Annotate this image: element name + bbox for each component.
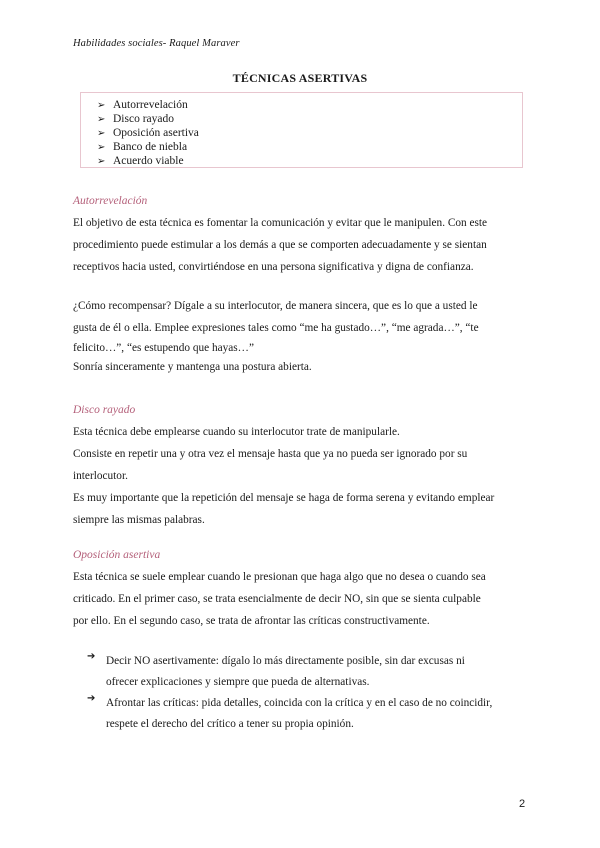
section-heading: Oposición asertiva bbox=[73, 549, 161, 561]
section-heading: Disco rayado bbox=[73, 404, 136, 416]
page-title: TÉCNICAS ASERTIVAS bbox=[232, 71, 368, 85]
arrowhead-bullet-icon: ➢ bbox=[97, 114, 106, 125]
arrowhead-bullet-icon: ➢ bbox=[97, 100, 106, 111]
toc-item-label: Autorrevelación bbox=[113, 99, 188, 111]
paragraph-line: ¿Cómo recompensar? Dígale a su interlocutor, de manera sincera, que es lo que a usted le bbox=[73, 300, 478, 312]
paragraph-line: El objetivo de esta técnica es fomentar la comunicación y evitar que le manipulen. Con este bbox=[73, 217, 488, 229]
paragraph-recompensar bbox=[73, 295, 533, 377]
list-item-line: ofrecer explicaciones y siempre que pueda de alternativas. bbox=[106, 676, 370, 688]
arrowhead-bullet-icon: ➢ bbox=[97, 128, 106, 139]
technique-index-box bbox=[80, 92, 523, 168]
paragraph-line: Consiste en repetir una y otra vez el mensaje hasta que ya no pueda ser ignorado por su bbox=[73, 448, 468, 460]
paragraph-line: Sonría sinceramente y mantenga una postura abierta. bbox=[73, 361, 312, 373]
list-item bbox=[73, 693, 533, 735]
toc-item bbox=[97, 154, 522, 168]
section-disco-rayado bbox=[73, 399, 533, 531]
paragraph-line: por ello. En el segundo caso, se trata de afrontar las críticas constructivamente. bbox=[73, 615, 430, 627]
list-item-line: respete el derecho del crítico a tener su propia opinión. bbox=[106, 718, 354, 730]
section-heading: Autorrevelación bbox=[73, 195, 148, 207]
paragraph-line: interlocutor. bbox=[73, 470, 128, 482]
section-autorrevelacion bbox=[73, 190, 533, 278]
paragraph-line: Es muy importante que la repetición del mensaje se haga de forma serena y evitando emplear bbox=[73, 492, 495, 504]
list-item bbox=[73, 651, 533, 693]
toc-item-label: Banco de niebla bbox=[113, 141, 188, 153]
paragraph-line: Esta técnica debe emplearse cuando su interlocutor trate de manipularle. bbox=[73, 426, 400, 438]
section-oposicion-asertiva bbox=[73, 544, 533, 632]
paragraph-line: receptivos hacia usted, convirtiéndose en una persona significativa y digna de confianza. bbox=[73, 261, 474, 273]
toc-item bbox=[97, 112, 522, 126]
paragraph-line: siempre las mismas palabras. bbox=[73, 514, 205, 526]
arrow-right-icon: ➔ bbox=[87, 651, 96, 662]
paragraph-line: Esta técnica se suele emplear cuando le presionan que haga algo que no desea o cuando sea bbox=[73, 571, 486, 583]
oposicion-bullet-list bbox=[73, 651, 533, 735]
arrowhead-bullet-icon: ➢ bbox=[97, 156, 106, 167]
toc-item bbox=[97, 98, 522, 112]
arrowhead-bullet-icon: ➢ bbox=[97, 142, 106, 153]
page-number: 2 bbox=[519, 798, 526, 810]
toc-item bbox=[97, 126, 522, 140]
toc-item-label: Acuerdo viable bbox=[113, 155, 184, 167]
running-header: Habilidades sociales- Raquel Maraver bbox=[73, 38, 240, 49]
list-item-line: Afrontar las críticas: pida detalles, coincida con la crítica y en el caso de no coincidir, bbox=[106, 697, 493, 709]
toc-item bbox=[97, 140, 522, 154]
paragraph-line: procedimiento puede estimular a los demás a que se comporten adecuadamente y se sientan bbox=[73, 239, 487, 251]
paragraph-line: gusta de él o ella. Emplee expresiones tales como “me ha gustado…”, “me agrada…”, “te bbox=[73, 322, 479, 334]
arrow-right-icon: ➔ bbox=[87, 693, 96, 704]
toc-item-label: Disco rayado bbox=[113, 113, 174, 125]
paragraph-line: criticado. En el primer caso, se trata esencialmente de decir NO, sin que se sienta culpable bbox=[73, 593, 481, 605]
paragraph-line: felicito…”, “es estupendo que hayas…” bbox=[73, 342, 254, 354]
toc-item-label: Oposición asertiva bbox=[113, 127, 199, 139]
list-item-line: Decir NO asertivamente: dígalo lo más directamente posible, sin dar excusas ni bbox=[106, 655, 465, 667]
